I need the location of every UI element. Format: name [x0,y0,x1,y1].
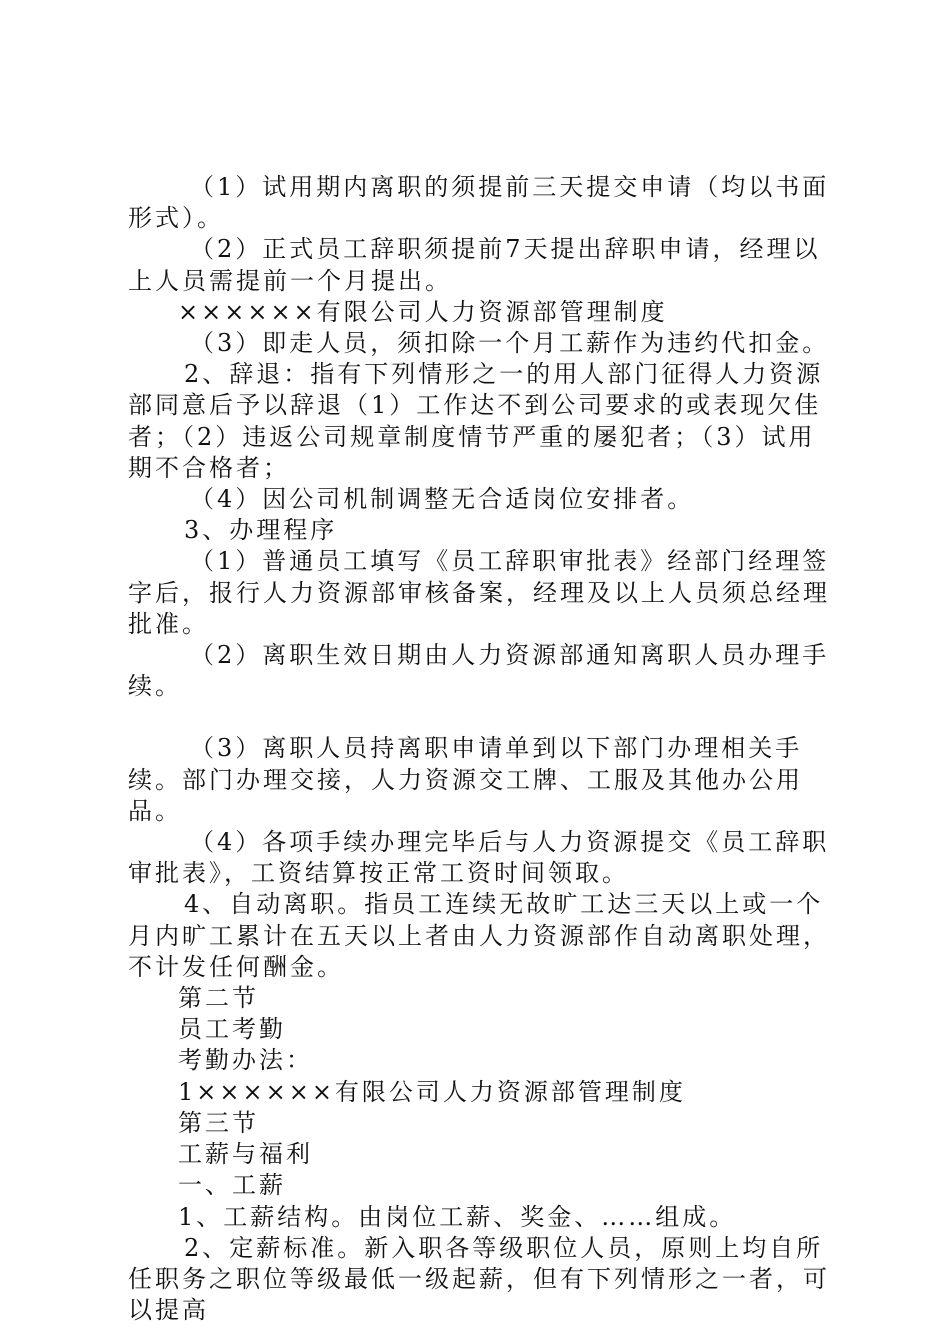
running-header-1: ××××××有限公司人力资源部管理制度 [178,297,668,326]
heading-procedure: 3、办理程序 [184,516,338,545]
paragraph-immediate-leave: （3）即走人员，须扣除一个月工薪作为违约代扣金。 [190,329,830,358]
blank-line [128,702,840,733]
heading-attendance-method: 考勤办法： [178,1046,313,1075]
running-header-2: 1××××××有限公司人力资源部管理制度 [178,1077,686,1106]
paragraph-procedure-2: （2）离职生效日期由人力资源部通知离职人员办理手续。 [128,641,830,701]
paragraph-procedure-3: （3）离职人员持离职申请单到以下部门办理相关手续。部门办理交接，人力资源交工牌、工服及其他办公用品。 [128,734,803,825]
document-body [128,172,840,1326]
section-title-3: 第三节 [178,1108,259,1137]
paragraph-salary-standard: 2、定薪标准。新入职各等级职位人员，原则上均自所任职务之职位等级最低一级起薪，但有下列情形之一者，可以提高 [128,1233,830,1325]
paragraph-probation-resign: （1）试用期内离职的须提前三天提交申请（均以书面形式）。 [128,173,830,233]
paragraph-auto-leave: 4、自动离职。指员工连续无故旷工达三天以上或一个月内旷工累计在五天以上者由人力资源部作自动离职处理，不计发任何酬金。 [128,890,830,981]
paragraph-salary-structure: 1、工薪结构。由岗位工薪、奖金、……组成。 [178,1202,737,1231]
paragraph-formal-resign: （2）正式员工辞职须提前7天提出辞职申请，经理以上人员需提前一个月提出。 [128,235,821,295]
section-name-salary: 工薪与福利 [178,1140,313,1169]
paragraph-procedure-1: （1）普通员工填写《员工辞职审批表》经部门经理签字后，报行人力资源部审核备案，经理及以上人员须总经理批准。 [128,547,830,638]
section-title-2: 第二节 [178,984,259,1013]
paragraph-restructure: （4）因公司机制调整无合适岗位安排者。 [190,485,695,514]
section-name-attendance: 员工考勤 [178,1015,286,1044]
paragraph-procedure-4: （4）各项手续办理完毕后与人力资源提交《员工辞职审批表》，工资结算按正常工资时间领取。 [128,828,830,888]
heading-salary: 一、工薪 [178,1171,286,1200]
paragraph-dismissal: 2、辞退：指有下列情形之一的用人部门征得人力资源部同意后予以辞退（1）工作达不到公司要求的或表现欠佳者；（2）违返公司规章制度情节严重的屡犯者；（3）试用期不合格者； [128,360,824,482]
